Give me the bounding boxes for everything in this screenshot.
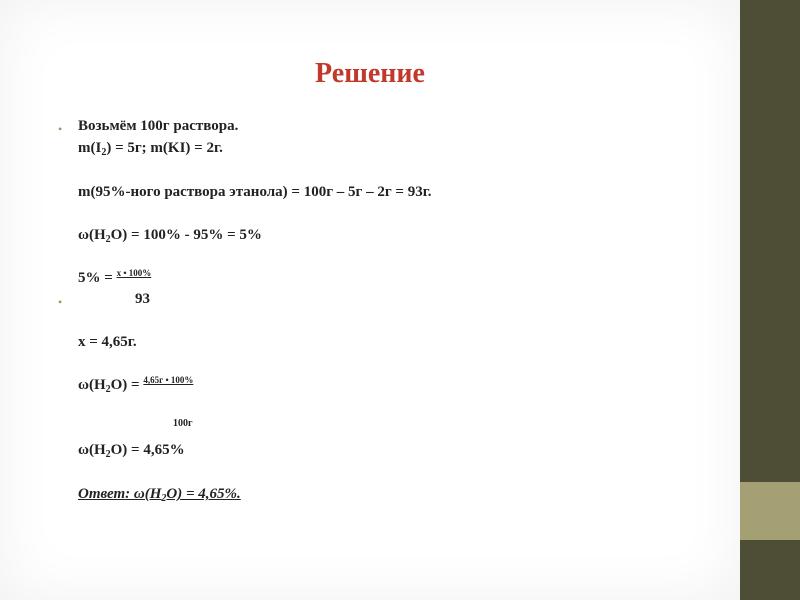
fraction-denominator: 100г	[173, 418, 193, 429]
decorative-stripe-top	[740, 0, 800, 482]
text-line-3: m(95%-ного раствора этанола) = 100г – 5г – 2г = 93г.	[78, 184, 432, 200]
text-line-5	[78, 270, 151, 287]
fraction-numerator: 4,65г • 100%	[143, 375, 194, 385]
text-line-1: Возьмём 100г раствора.	[78, 118, 239, 134]
decorative-stripe-accent	[740, 482, 800, 540]
fraction-denominator: 93	[135, 291, 150, 307]
text-line-10	[78, 442, 185, 460]
text-segment: O) = 100% - 95% = 5%	[110, 227, 262, 243]
subscript: 2	[105, 384, 111, 395]
text-line-4	[78, 227, 262, 245]
fraction-numerator: x • 100%	[116, 268, 152, 278]
decorative-stripe-bottom	[740, 540, 800, 600]
subscript: 2	[105, 234, 111, 245]
subscript: 2	[105, 449, 111, 460]
text-line-2	[78, 140, 223, 158]
text-segment: O) =	[110, 377, 144, 393]
text-segment: O) = 4,65%.	[166, 486, 241, 502]
answer-line	[78, 486, 241, 504]
bullet-icon: •	[58, 295, 63, 309]
bullet-icon: •	[58, 122, 63, 136]
text-segment: Ответ: ω(H	[78, 486, 162, 502]
text-segment: ω(H	[78, 377, 106, 393]
text-segment: ω(H	[78, 442, 106, 458]
text-segment: O) = 4,65%	[110, 442, 185, 458]
subscript: 2	[161, 493, 167, 504]
text-segment: m(I	[78, 140, 102, 156]
text-segment: ) = 5г; m(KI) = 2г.	[106, 140, 223, 156]
slide-title: Решение	[315, 58, 425, 89]
text-segment: 5% =	[78, 270, 117, 286]
text-line-8	[78, 377, 193, 395]
subscript: 2	[101, 147, 107, 158]
text-line-7: x = 4,65г.	[78, 334, 137, 350]
text-segment: ω(H	[78, 227, 106, 243]
